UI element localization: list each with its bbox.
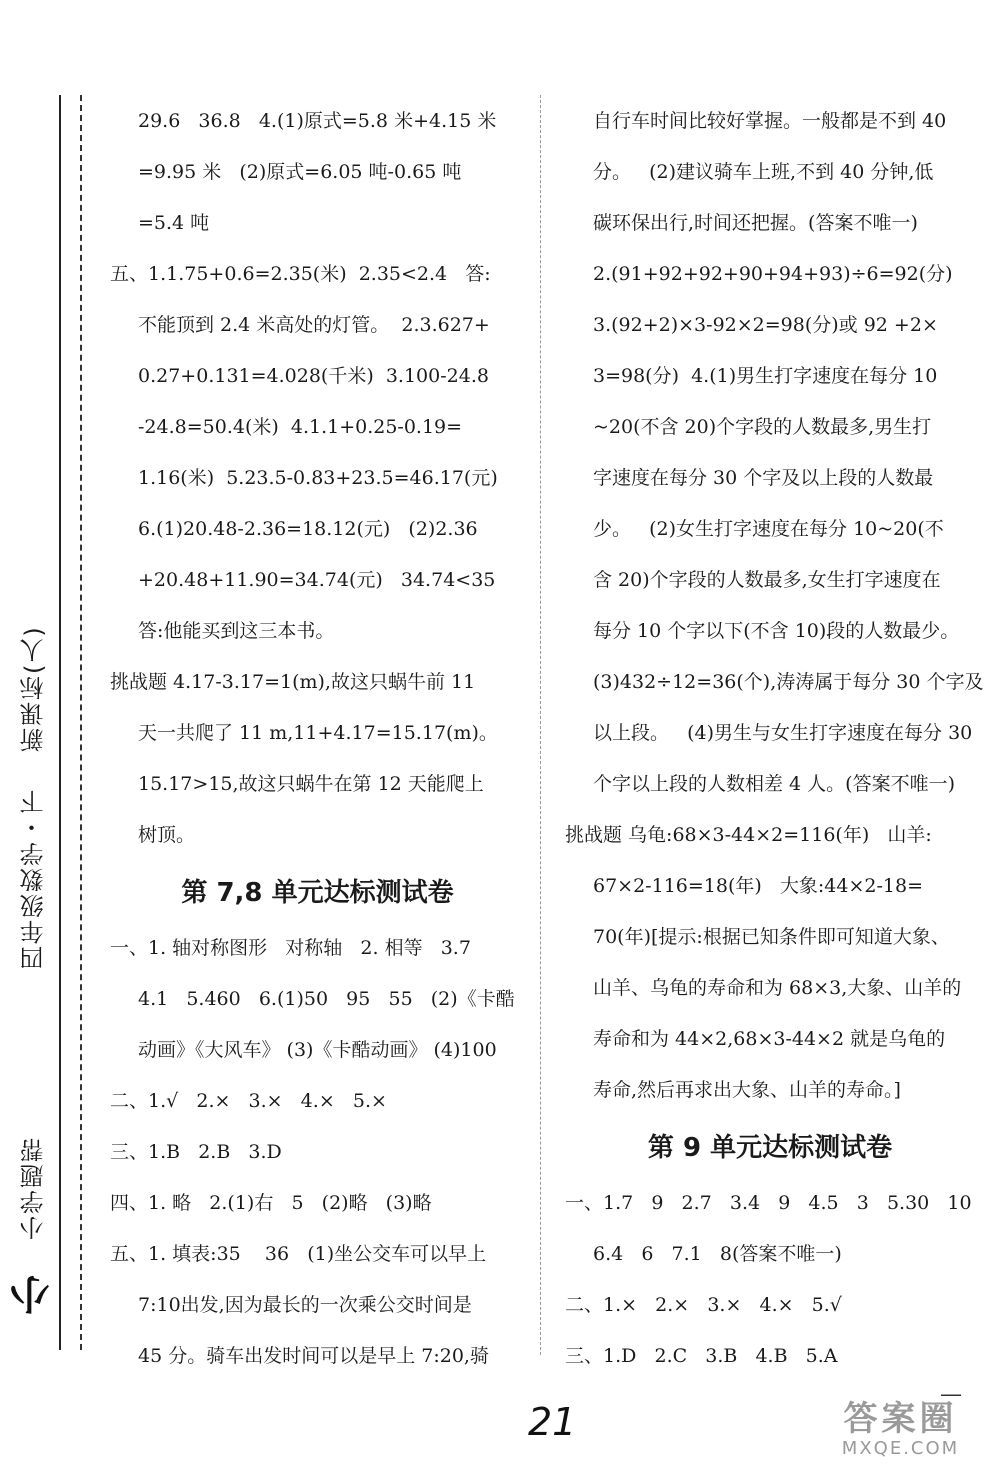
right-column: [565, 96, 984, 1382]
answer-line: 每分 10 个字以下(不含 10)段的人数最少。: [593, 620, 960, 642]
spine-series: 小学题帮: [20, 1136, 48, 1240]
answer-line: 2.(91+92+92+90+94+93)÷6=92(分): [593, 263, 953, 285]
answer-line: 少。 (2)女生打字速度在每分 10~20(不: [593, 518, 944, 540]
answer-line: 寿命,然后再求出大象、山羊的寿命。]: [593, 1079, 901, 1101]
answer-line: 动画》《大风车》 (3)《卡酷动画》 (4)100: [138, 1039, 497, 1061]
answer-line: 二、1.× 2.× 3.× 4.× 5.√: [565, 1294, 842, 1316]
watermark-url: MXQE.COM: [841, 1438, 960, 1459]
answer-line: =9.95 米 (2)原式=6.05 吨-0.65 吨: [138, 161, 462, 183]
answer-line: 四、1. 略 2.(1)右 5 (2)略 (3)略: [110, 1192, 432, 1214]
answer-line: +20.48+11.90=34.74(元) 34.74<35: [138, 569, 496, 591]
answer-line: 3.(92+2)×3-92×2=98(分)或 92 +2×: [593, 314, 938, 336]
answer-line: 7:10出发,因为最长的一次乘公交时间是: [138, 1294, 472, 1316]
answer-line: 五、1.1.75+0.6=2.35(米) 2.35<2.4 答:: [110, 263, 491, 285]
answer-line: 自行车时间比较好掌握。一般都是不到 40: [593, 110, 947, 132]
answer-line: 三、1.B 2.B 3.D: [110, 1141, 282, 1163]
answer-line: 一、1. 轴对称图形 对称轴 2. 相等 3.7: [110, 937, 471, 959]
answer-line: 15.17>15,故这只蜗牛在第 12 天能爬上: [138, 773, 484, 795]
answer-line: 含 20)个字段的人数最多,女生打字速度在: [593, 569, 941, 591]
watermark-title: 答案圈: [843, 1399, 958, 1439]
answer-line: 70(年)[提示:根据已知条件即可知道大象、: [593, 926, 950, 948]
answer-line: =5.4 吨: [138, 212, 210, 234]
answer-line: 答:他能买到这三本书。: [138, 620, 335, 642]
answer-line: 碳环保出行,时间还把握。(答案不唯一): [593, 212, 918, 234]
answer-line: 挑战题 乌龟:68×3-44×2=116(年) 山羊:: [565, 824, 932, 846]
answer-line: 6.(1)20.48-2.36=18.12(元) (2)2.36: [138, 518, 478, 540]
answer-line: 二、1.√ 2.× 3.× 4.× 5.×: [110, 1090, 387, 1112]
spine-edition: 新课标(人): [20, 625, 48, 752]
answer-line: 45 分。骑车出发时间可以是早上 7:20,骑: [138, 1345, 489, 1367]
answer-line: 字速度在每分 30 个字及以上段的人数最: [593, 467, 934, 489]
answer-line: 树顶。: [138, 824, 196, 846]
answer-line: 不能顶到 2.4 米高处的灯管。 2.3.627+: [138, 314, 490, 336]
answer-line: 6.4 6 7.1 8(答案不唯一): [593, 1243, 842, 1265]
answer-line: 67×2-116=18(年) 大象:44×2-18=: [593, 875, 924, 897]
answer-line: 寿命和为 44×2,68×3-44×2 就是乌龟的: [593, 1028, 946, 1050]
answer-line: 三、1.D 2.C 3.B 4.B 5.A: [565, 1345, 838, 1367]
answer-line: 一、1.7 9 2.7 3.4 9 4.5 3 5.30 10: [565, 1192, 972, 1214]
corner-mark: —: [940, 1382, 962, 1407]
answer-line: 分。 (2)建议骑车上班,不到 40 分钟,低: [593, 161, 934, 183]
answer-line: 29.6 36.8 4.(1)原式=5.8 米+4.15 米: [138, 110, 497, 132]
answer-line: 五、1. 填表:35 36 (1)坐公交车可以早上: [110, 1243, 487, 1265]
answer-line: 挑战题 4.17-3.17=1(m),故这只蜗牛前 11: [110, 671, 476, 693]
answer-line: (3)432÷12=36(个),涛涛属于每分 30 个字及: [593, 671, 984, 693]
answer-line: 1.16(米) 5.23.5-0.83+23.5=46.17(元): [138, 467, 498, 489]
section-heading: 第 7,8 单元达标测试卷: [181, 878, 454, 908]
answer-line: 以上段。 (4)男生与女生打字速度在每分 30: [593, 722, 973, 744]
spine-dashed-rule: [80, 95, 82, 1350]
series-logo-icon: 小: [10, 1275, 56, 1315]
book-spine: [0, 0, 84, 1468]
section-heading: 第 9 单元达标测试卷: [647, 1133, 893, 1163]
answer-line: -24.8=50.4(米) 4.1.1+0.25-0.19=: [138, 416, 463, 438]
answer-line: 4.1 5.460 6.(1)50 95 55 (2)《卡酷: [138, 988, 515, 1010]
answer-line: 个字以上段的人数相差 4 人。(答案不唯一): [593, 773, 955, 795]
answer-line: 天一共爬了 11 m,11+4.17=15.17(m)。: [138, 722, 498, 744]
spine-grade: 四年级数学・下: [20, 788, 48, 970]
answer-line: 0.27+0.131=4.028(千米) 3.100-24.8: [138, 365, 489, 387]
answer-line: 3=98(分) 4.(1)男生打字速度在每分 10: [593, 365, 938, 387]
answer-line: 山羊、乌龟的寿命和为 68×3,大象、山羊的: [593, 977, 962, 999]
column-divider: [540, 95, 541, 1355]
page-number: 21: [528, 1400, 577, 1444]
spine-rule: [59, 95, 61, 1350]
answer-line: ~20(不含 20)个字段的人数最多,男生打: [593, 416, 932, 438]
left-column: [110, 96, 525, 1382]
watermark: [808, 1400, 993, 1462]
